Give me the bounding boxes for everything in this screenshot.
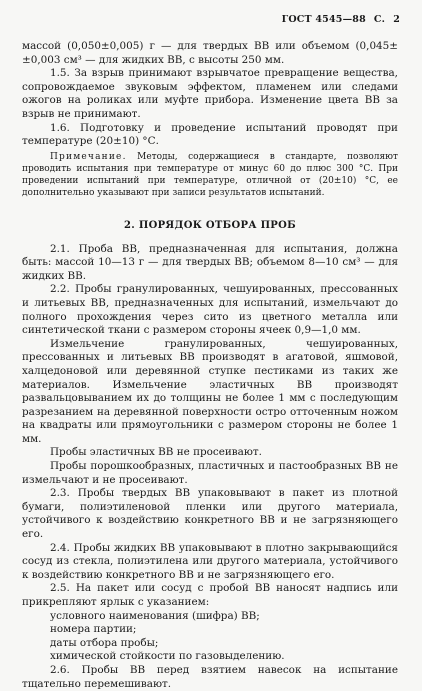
paragraph-2-4: 2.4. Пробы жидких ВВ упаковывают в плотно закрывающийся сосуд из стекла, полиэтилена или другого материала, устойчивого к воздействию конкретного ВВ и не загрязняющего его. xyxy=(22,541,398,581)
paragraph-2-3: 2.3. Пробы твердых ВВ упаковывают в пакет из плотной бумаги, полиэтиленовой пленки или другого материала, устойчивого к воздействию конкретного ВВ и не загрязняющего его. xyxy=(22,487,398,541)
paragraph-1-6: 1.6. Подготовку и проведение испытаний проводят при температуре (20±10) °С. xyxy=(22,121,398,148)
paragraph-2-1: 2.1. Проба ВВ, предназначенная для испытания, должна быть: массой 10—13 г — для твердых ВВ; объемом 8—10 см³ — для жидких ВВ. xyxy=(22,242,398,282)
note-label: Примечание. xyxy=(50,151,127,162)
list-item: химической стойкости по газовыделению. xyxy=(50,650,285,663)
paragraph-grinding: Измельчение гранулированных, чешуированных, прессованных и литьевых ВВ производят в агатовой, яшмовой, халцедоновой или деревянной ступке пестиками из таких же материалов. Измельчение эластичных ВВ производят развальцовыванием их до толщины не более 1 мм с последующим разрезанием на деревянной поверхности остро отточенным ножом на квадраты или прямоугольники с размером стороны не более 1 мм. xyxy=(22,337,398,445)
paragraph-2-6: 2.6. Пробы ВВ перед взятием навесок на испытание тщательно перемешивают. xyxy=(22,663,398,690)
page-number: 2 xyxy=(393,14,400,25)
paragraph-1-5: 1.5. За взрыв принимают взрывчатое превращение вещества, сопровождаемое звуковым эффектом, пламенем или следами ожогов на роликах или муфте прибора. Изменение цвета ВВ за взрыв не принимают. xyxy=(22,67,398,120)
list-item: номера партии; xyxy=(50,623,137,636)
paragraph-2-5: 2.5. На пакет или сосуд с пробой ВВ наносят надпись или прикрепляют ярлык с указанием: xyxy=(22,582,398,608)
note-text: Методы, содержащиеся в стандарте, позволяют проводить испытания при температуре от минус 60 до плюс 300 °С. При проведении испытаний при температуре, отличной от (20±10) °С, ее дополнительно указывают при записи результатов испытаний. xyxy=(22,151,398,199)
paragraph-2-2: 2.2. Пробы гранулированных, чешуированных, прессованных и литьевых ВВ, предназначенных для испытаний, измельчают до полного прохождения через сито из цветного металла или синтетической ткани с размером стороны ячеек 0,9—1,0 мм. xyxy=(22,283,398,337)
list-item: даты отбора пробы; xyxy=(50,636,159,649)
standard-designation: ГОСТ 4545—88 xyxy=(281,14,366,25)
document-body xyxy=(22,40,398,691)
paragraph-continuation: массой (0,050±0,005) г — для твердых ВВ или объемом (0,045± ±0,003 см³ — для жидких ВВ, с высоты 250 мм. xyxy=(22,40,398,66)
page-header xyxy=(274,14,400,25)
paragraph-elastic: Пробы эластичных ВВ не просеивают. xyxy=(50,446,262,459)
page-label: С. xyxy=(373,14,386,25)
note xyxy=(22,151,398,200)
list-item: условного наименования (шифра) ВВ; xyxy=(50,609,260,622)
section-title: 2. ПОРЯДОК ОТБОРА ПРОБ xyxy=(124,219,296,231)
paragraph-powder: Пробы порошкообразных, пластичных и пастообразных ВВ не измельчают и не просеивают. xyxy=(22,460,398,486)
